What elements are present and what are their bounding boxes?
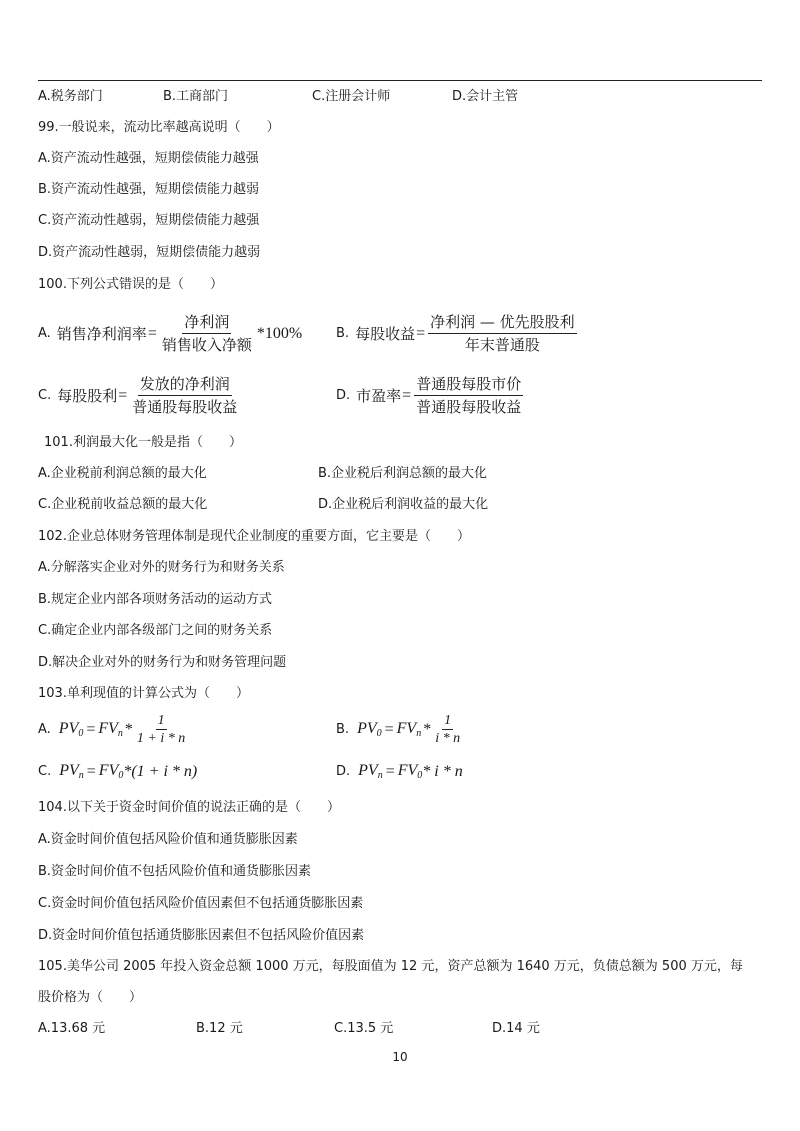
q103-c-eq: = [86,762,96,780]
q104-stem: 104.以下关于资金时间价值的说法正确的是（ ） [38,800,340,815]
q100-b-eq: = [416,324,426,342]
q103-d-lhs-sub: n [377,770,383,781]
q103-d-label: D. [336,764,351,779]
q99-option-c: C.资产流动性越弱，短期偿债能力越强 [38,213,260,228]
q102-option-c: C.确定企业内部各级部门之间的财务关系 [38,623,273,638]
q104-option-b: B.资金时间价值不包括风险价值和通货膨胀因素 [38,864,312,879]
q103-a-label: A. [38,722,51,737]
q103-a-mid-sub: n [117,728,123,739]
q98-option-d: D.会计主管 [452,89,519,104]
q103-c-label: C. [38,764,52,779]
q100-a-denominator: 销售收入净额 [161,336,252,354]
q103-b-lhs: PV [357,720,377,737]
q103-a-lhs: PV [58,720,79,737]
q103-d-lhs: PV [358,762,378,779]
q100-formula-c [38,374,241,417]
q100-d-denominator: 普通股每股收益 [416,398,522,416]
q101-option-a: A.企业税前利润总额的最大化 [38,466,207,481]
q105-stem-line1: 105.美华公司 2005 年投入资金总额 1000 万元，每股面值为 12 元，资产总额为 1640 万元，负债总额为 500 万元，每 [38,959,743,974]
q98-option-c: C.注册会计师 [312,89,391,104]
q100-c-lhs: 每股股利 [57,387,118,405]
q103-b-mid: FV [396,720,417,737]
q100-d-lhs: 市盈率 [356,387,402,405]
q104-option-c: C.资金时间价值包括风险价值因素但不包括通货膨胀因素 [38,896,364,911]
q105-stem-line2: 股价格为（ ） [38,990,143,1005]
q100-d-fraction [414,374,523,417]
q103-formula-d [336,762,463,781]
q100-b-label: B. [336,326,350,341]
q100-b-denominator: 年末普通股 [464,336,540,354]
q103-a-mid: FV [98,720,118,737]
q103-a-op: * [124,720,133,738]
q103-b-fraction [433,712,462,747]
q103-b-lhs-sub: 0 [376,728,382,739]
q100-b-fraction [428,312,577,355]
q103-c-lhs: PV [59,762,79,779]
q100-c-label: C. [38,388,52,403]
q103-c-mid-sub: 0 [118,770,124,781]
q103-b-denominator: i * n [435,731,461,746]
q100-stem: 100.下列公式错误的是（ ） [38,277,223,292]
q104-option-a: A.资金时间价值包括风险价值和通货膨胀因素 [38,832,298,847]
q98-option-a: A.税务部门 [38,89,103,104]
q100-d-eq: = [402,386,412,404]
q103-b-numerator: 1 [444,713,452,728]
q103-d-eq: = [385,762,395,780]
q103-formula-c [38,762,197,781]
q100-a-eq: = [147,324,157,342]
q100-b-numerator: 净利润 — 优先股股利 [428,312,577,334]
q99-option-b: B.资产流动性越强，短期偿债能力越弱 [38,182,260,197]
q103-a-lhs-sub: 0 [78,728,84,739]
q100-a-fraction [160,312,254,355]
q100-c-numerator: 发放的净利润 [138,374,232,396]
q102-option-b: B.规定企业内部各项财务活动的运动方式 [38,592,273,607]
q99-stem: 99.一般说来，流动比率越高说明（ ） [38,120,280,135]
q103-b-op: * [423,720,432,738]
header-rule [38,80,762,81]
q99-option-d: D.资产流动性越弱，短期偿债能力越弱 [38,245,261,260]
q102-option-a: A.分解落实企业对外的财务行为和财务关系 [38,560,285,575]
q103-d-rest: * i * n [422,762,463,780]
q104-option-d: D.资金时间价值包括通货膨胀因素但不包括风险价值因素 [38,928,365,943]
q103-b-eq: = [384,720,394,738]
q103-a-eq: = [86,720,96,738]
q100-a-numerator: 净利润 [182,312,231,334]
q100-formula-a [38,312,303,355]
q99-option-a: A.资产流动性越强，短期偿债能力越强 [38,151,259,166]
q100-c-fraction [130,374,239,417]
page-number: 10 [392,1050,408,1064]
q103-formula-a [38,712,187,747]
q105-option-c: C.13.5 元 [334,1021,394,1036]
q100-formula-b [336,312,579,355]
q100-c-denominator: 普通股每股收益 [132,398,238,416]
q103-a-fraction [135,712,187,747]
q105-option-b: B.12 元 [196,1021,243,1036]
q101-option-c: C.企业税前收益总额的最大化 [38,497,208,512]
q101-option-b: B.企业税后利润总额的最大化 [318,466,488,481]
q103-d-mid: FV [397,762,418,779]
q103-formula-b [336,712,462,747]
q103-stem: 103.单利现值的计算公式为（ ） [38,686,249,701]
q101-option-d: D.企业税后利润收益的最大化 [318,497,489,512]
q103-d-mid-sub: 0 [417,770,423,781]
q98-option-b: B.工商部门 [163,89,229,104]
q103-b-label: B. [336,722,350,737]
q103-c-mid: FV [98,762,119,779]
q100-a-tail: *100% [256,324,303,342]
q100-d-numerator: 普通股每股市价 [414,374,523,396]
q100-d-label: D. [336,388,351,403]
q100-a-lhs: 销售净利润率 [56,325,147,343]
q100-a-label: A. [38,326,51,341]
q102-option-d: D.解决企业对外的财务行为和财务管理问题 [38,655,287,670]
q105-option-d: D.14 元 [492,1021,540,1036]
q105-option-a: A.13.68 元 [38,1021,106,1036]
q100-formula-d [336,374,525,417]
q103-a-numerator: 1 [157,713,165,728]
q101-stem: 101.利润最大化一般是指（ ） [44,435,242,450]
q102-stem: 102.企业总体财务管理体制是现代企业制度的重要方面，它主要是（ ） [38,529,470,544]
q100-b-lhs: 每股收益 [355,325,416,343]
q103-b-mid-sub: n [416,728,422,739]
q103-c-rest: *(1 + i * n) [123,762,198,780]
q100-c-eq: = [118,386,128,404]
q103-a-denominator: 1 + i * n [136,731,186,746]
q103-c-lhs-sub: n [78,770,84,781]
